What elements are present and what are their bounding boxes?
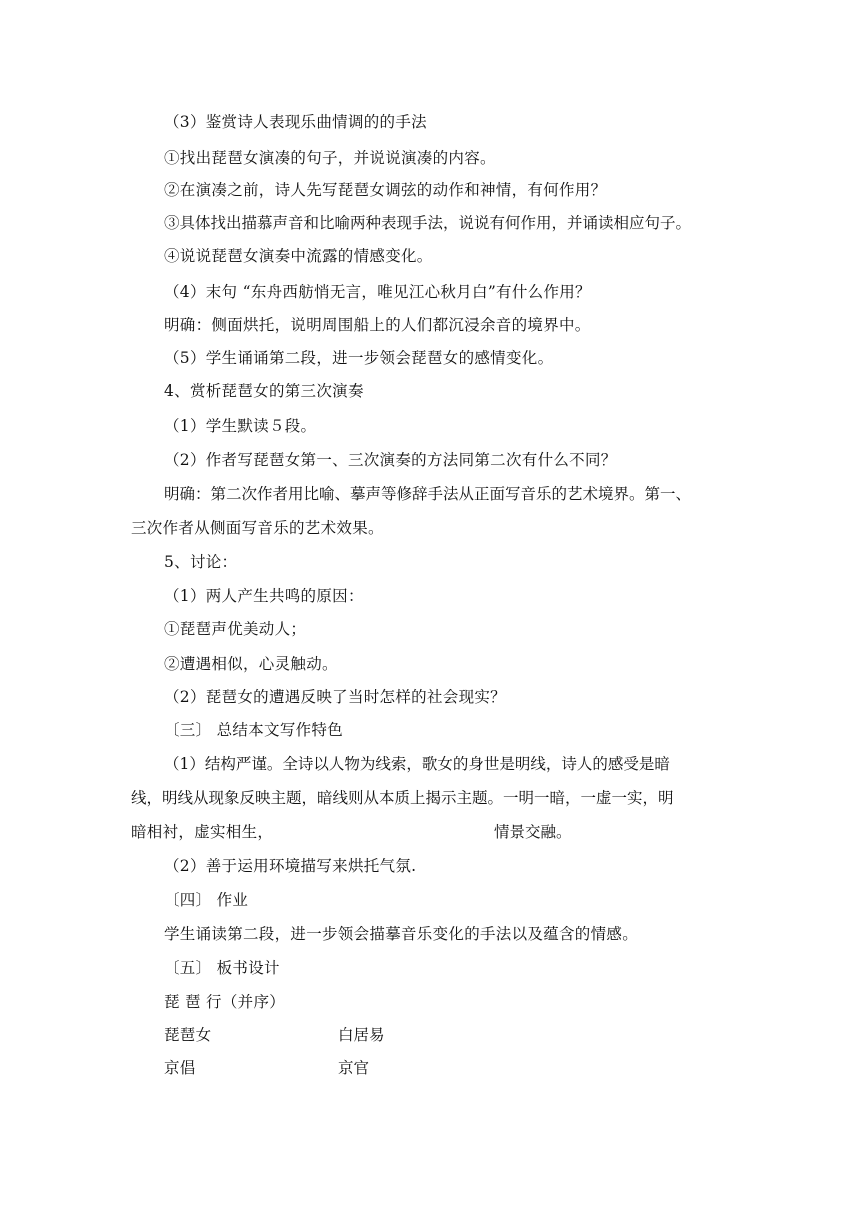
board-col2-row1: 白居易: [338, 1026, 385, 1044]
text-line-24: 〔四〕 作业: [164, 891, 249, 909]
text-line-21: 线，明线从现象反映主题，暗线则从本质上揭示主题。一明一暗，一虚一实，明: [131, 789, 674, 807]
text-line-1: （3）鉴赏诗人表现乐曲情调的的手法: [164, 113, 427, 131]
text-line-8: （5）学生诵诵第二段，进一步领会琵琶女的感情变化。: [164, 349, 554, 367]
text-line-22-tail: 情景交融。: [494, 823, 572, 841]
text-line-11: （2）作者写琵琶女第一、三次演奏的方法同第二次有什么不同？: [164, 451, 617, 469]
text-line-10: （1）学生默读５段。: [164, 417, 317, 435]
text-line-14: 5、讨论：: [164, 553, 238, 571]
text-line-12: 明确：第二次作者用比喻、摹声等修辞手法从正面写音乐的艺术境界。第一、: [164, 485, 692, 503]
text-line-13: 三次作者从侧面写音乐的艺术效果。: [131, 519, 384, 537]
text-line-4: ③具体找出描慕声音和比喻两种表现手法，说说有何作用，并诵读相应句子。: [164, 214, 692, 232]
text-line-20: （1）结构严谨。全诗以人物为线索，歌女的身世是明线，诗人的感受是暗: [164, 755, 670, 773]
text-line-23: （2）善于运用环境描写来烘托气氛.: [164, 857, 417, 875]
text-line-15: （1）两人产生共鸣的原因：: [164, 587, 364, 605]
text-line-28: 琵琶女: [164, 1026, 212, 1044]
text-line-29: 京倡: [164, 1059, 196, 1077]
text-line-16: ①琵琶声优美动人；: [164, 620, 307, 638]
text-line-26: 〔五〕 板书设计: [164, 959, 280, 977]
text-line-9: 4、赏析琵琶女的第三次演奏: [164, 382, 364, 400]
text-line-18: （2）琵琶女的遭遇反映了当时怎样的社会现实？: [164, 688, 506, 706]
text-line-17: ②遭遇相似，心灵触动。: [164, 655, 338, 673]
text-line-6: （4）末句 “东舟西舫悄无言，唯见江心秋月白”有什么作用？: [164, 283, 591, 301]
text-line-25: 学生诵读第二段，进一步领会描摹音乐变化的手法以及蕴含的情感。: [164, 925, 639, 943]
text-line-5: ④说说琵琶女演奏中流露的情感变化。: [164, 247, 433, 265]
text-line-22: 暗相衬，虚实相生，: [131, 823, 274, 841]
text-line-3: ②在演凑之前，诗人先写琵琶女调弦的动作和神情，有何作用？: [164, 181, 607, 199]
text-line-7: 明确：侧面烘托，说明周围船上的人们都沉浸余音的境界中。: [164, 316, 591, 334]
board-col2-row2: 京官: [338, 1059, 370, 1077]
text-line-2: ①找出琵琶女演凑的句子，并说说演凑的内容。: [164, 149, 496, 167]
text-line-19: 〔三〕 总结本文写作特色: [164, 721, 344, 739]
text-line-27: 琵 琶 行（并序）: [164, 993, 286, 1011]
